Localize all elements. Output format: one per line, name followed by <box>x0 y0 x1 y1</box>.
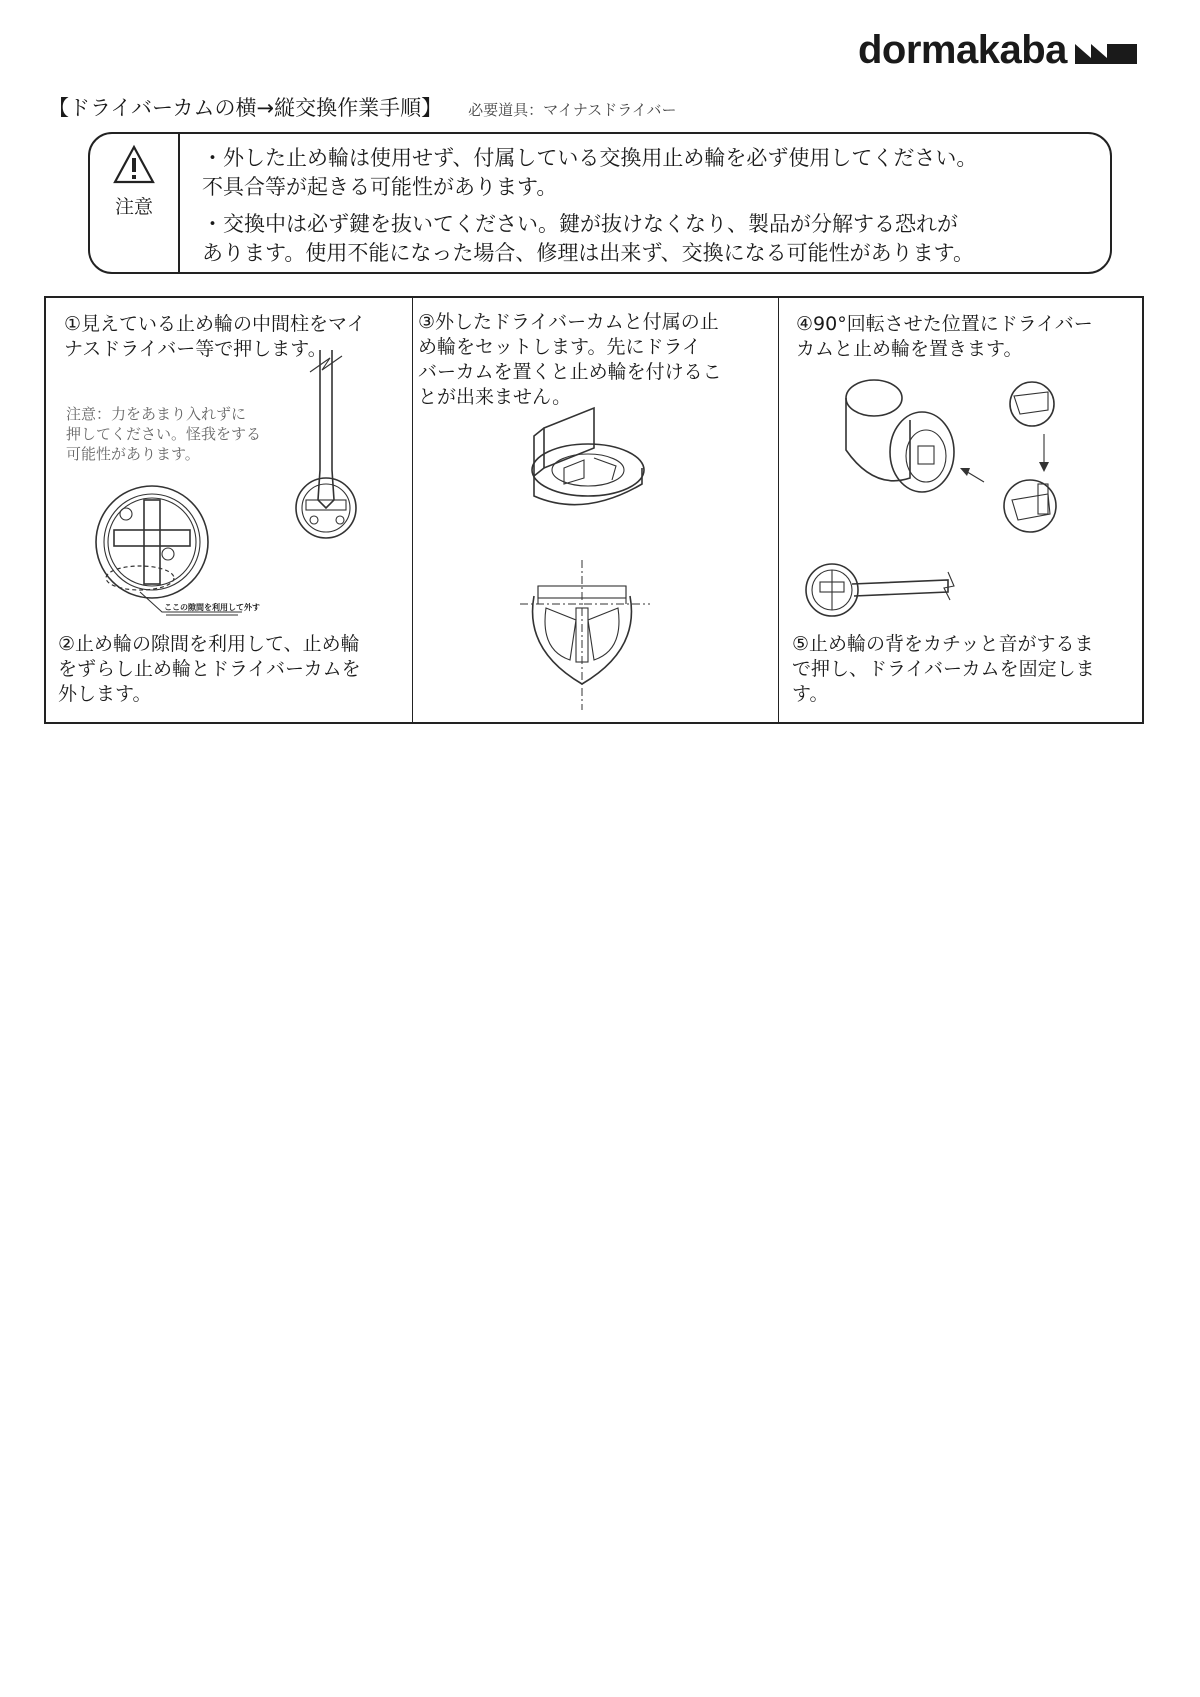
caution-line-1 <box>202 144 1102 202</box>
steps-column-2 <box>412 298 779 722</box>
figure-caption: ここの隙間を利用して外す <box>164 603 260 612</box>
caution-text <box>202 144 1102 268</box>
step-1-line-2: ナスドライバー等で押します。 <box>64 338 327 360</box>
step-3-line-4: とが出来ません。 <box>418 386 572 408</box>
page-title: 【ドライバーカムの横→縦交換作業手順】 <box>48 96 443 120</box>
steps-column-1 <box>46 298 413 722</box>
warning-triangle-icon <box>112 144 156 186</box>
steps-column-3 <box>778 298 1142 722</box>
section-view-figure <box>520 560 660 710</box>
dormakaba-logo <box>858 28 1137 73</box>
brand-mark-icon <box>1075 38 1137 64</box>
step-1-note <box>66 404 261 464</box>
step-2-line-1: ②止め輪の隙間を利用して、止め輪 <box>58 633 360 655</box>
step-2-line-2: をずらし止め輪とドライバーカムを <box>58 658 361 680</box>
cam-placement-figure <box>834 374 1124 554</box>
step-5-line-2: で押し、ドライバーカムを固定しま <box>792 658 1095 680</box>
step-4-line-2: カムと止め輪を置きます。 <box>796 338 1023 360</box>
step-1-note-line-1: 注意：力をあまり入れずに <box>66 405 247 423</box>
screwdriver-press-figure <box>290 350 400 550</box>
step-5-line-1: ⑤止め輪の背をカチッと音がするま <box>792 633 1094 655</box>
retaining-ring-figure <box>92 482 262 622</box>
caution-label-cell <box>90 134 180 272</box>
step-1-note-line-2: 押してください。怪我をする <box>66 425 262 443</box>
caution-line-2 <box>202 210 1102 268</box>
caution-line-2b: あります。使用不能になった場合、修理は出来ず、交換になる可能性があります。 <box>202 241 974 265</box>
brand-name: dormakaba <box>858 28 1067 72</box>
step-3-line-2: め輪をセットします。先にドライ <box>418 336 701 358</box>
step-3-text <box>418 310 722 410</box>
steps-table <box>44 296 1144 724</box>
caution-line-2a: ・交換中は必ず鍵を抜いてください。鍵が抜けなくなり、製品が分解する恐れが <box>202 212 958 236</box>
caution-line-1b: 不具合等が起きる可能性があります。 <box>202 175 558 199</box>
step-4-line-1: ④90°回転させた位置にドライバー <box>796 313 1093 335</box>
ring-press-figure <box>798 560 968 620</box>
caution-line-1a: ・外した止め輪は使用せず、付属している交換用止め輪を必ず使用してください。 <box>202 146 978 170</box>
step-4-text <box>796 312 1093 362</box>
caution-box <box>88 132 1112 274</box>
step-1-note-line-3: 可能性があります。 <box>66 445 200 463</box>
title-row <box>48 92 676 122</box>
driver-cam-set-figure <box>524 408 654 518</box>
step-5-text <box>792 632 1095 707</box>
required-tools: 必要道具：マイナスドライバー <box>468 101 677 119</box>
caution-label: 注意 <box>114 196 153 218</box>
step-3-line-1: ③外したドライバーカムと付属の止 <box>418 311 719 333</box>
step-5-line-3: す。 <box>792 683 829 705</box>
step-2-text <box>58 632 361 707</box>
step-1-line-1: ①見えている止め輪の中間柱をマイ <box>64 313 366 335</box>
step-2-line-3: 外します。 <box>58 683 152 705</box>
step-3-line-3: バーカムを置くと止め輪を付けるこ <box>418 361 722 383</box>
